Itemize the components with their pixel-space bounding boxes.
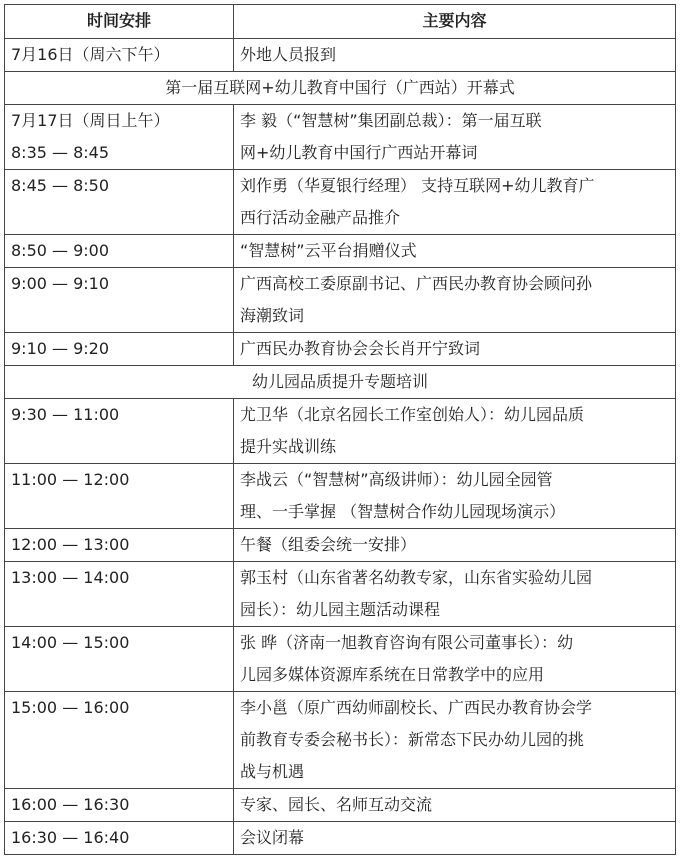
content-line: 西行活动金融产品推介 [240, 208, 401, 227]
table-row [5, 105, 676, 170]
content-line: 尤卫华（北京名园长工作室创始人）：幼儿园品质 [240, 405, 585, 424]
time-line: 16:00 — 16:30 [11, 795, 130, 814]
time-line: 12:00 — 13:00 [11, 535, 130, 554]
content-line: 张 晔（济南一旭教育咨询有限公司董事长）：幼 [240, 633, 574, 652]
time-line: 8:45 — 8:50 [11, 176, 110, 195]
content-cell [234, 627, 676, 692]
section-row [5, 72, 676, 105]
table-row [5, 562, 676, 627]
header-time: 时间安排 [5, 5, 234, 39]
time-cell [5, 235, 234, 268]
time-line: 9:00 — 9:10 [11, 274, 110, 293]
time-cell [5, 268, 234, 333]
header-content: 主要内容 [234, 5, 676, 39]
header-row [5, 5, 676, 39]
content-line: 广西民办教育协会会长肖开宁致词 [240, 339, 481, 358]
content-line: 外地人员报到 [240, 45, 337, 64]
content-line: 李小邕（原广西幼师副校长、广西民办教育协会学 [240, 698, 593, 717]
time-cell [5, 399, 234, 464]
table-row [5, 789, 676, 822]
time-line: 16:30 — 16:40 [11, 828, 130, 847]
table-row [5, 333, 676, 366]
content-cell [234, 464, 676, 529]
time-line: 14:00 — 15:00 [11, 633, 130, 652]
table-row [5, 627, 676, 692]
time-cell [5, 529, 234, 562]
content-line: 战与机遇 [240, 762, 305, 781]
content-line: 李战云（“智慧树”高级讲师）：幼儿园全园管 [240, 470, 553, 489]
time-line: 8:50 — 9:00 [11, 241, 110, 260]
time-cell [5, 822, 234, 855]
time-line: 13:00 — 14:00 [11, 568, 130, 587]
section-title: 幼儿园品质提升专题培训 [5, 366, 676, 399]
time-line: 9:10 — 9:20 [11, 339, 110, 358]
time-line: 7月17日（周日上午） [11, 111, 170, 130]
table-row [5, 268, 676, 333]
time-cell [5, 170, 234, 235]
content-cell [234, 529, 676, 562]
time-line: 8:35 — 8:45 [11, 143, 110, 162]
content-line: 刘作勇（华夏银行经理） 支持互联网+幼儿教育广 [240, 176, 595, 195]
content-cell [234, 105, 676, 170]
content-cell [234, 692, 676, 789]
time-cell [5, 39, 234, 72]
content-cell [234, 268, 676, 333]
time-cell [5, 789, 234, 822]
section-title: 第一届互联网+幼儿教育中国行（广西站）开幕式 [5, 72, 676, 105]
content-line: 园长）：幼儿园主题活动课程 [240, 600, 441, 619]
time-line: 9:30 — 11:00 [11, 405, 120, 424]
content-line: 海潮致词 [240, 306, 305, 325]
table-row [5, 399, 676, 464]
content-line: 郭玉村（山东省著名幼教专家，山东省实验幼儿园 [240, 568, 593, 587]
content-line: 网+幼儿教育中国行广西站开幕词 [240, 143, 478, 162]
table-row [5, 39, 676, 72]
content-cell [234, 333, 676, 366]
content-line: 提升实战训练 [240, 437, 337, 456]
time-line: 11:00 — 12:00 [11, 470, 130, 489]
time-cell [5, 333, 234, 366]
content-line: 午餐（组委会统一安排） [240, 535, 417, 554]
time-line: 15:00 — 16:00 [11, 698, 130, 717]
table-row [5, 529, 676, 562]
table-row [5, 692, 676, 789]
content-cell [234, 822, 676, 855]
time-cell [5, 627, 234, 692]
table-row [5, 235, 676, 268]
section-row [5, 366, 676, 399]
time-line: 7月16日（周六下午） [11, 45, 170, 64]
time-cell [5, 464, 234, 529]
time-cell [5, 562, 234, 627]
content-line: “智慧树”云平台捐赠仪式 [240, 241, 417, 260]
content-cell [234, 789, 676, 822]
table-row [5, 170, 676, 235]
time-cell [5, 105, 234, 170]
content-line: 前教育专委会秘书长）：新常态下民办幼儿园的挑 [240, 730, 585, 749]
schedule-table [4, 4, 676, 855]
time-cell [5, 692, 234, 789]
content-line: 会议闭幕 [240, 828, 305, 847]
content-line: 儿园多媒体资源库系统在日常教学中的应用 [240, 665, 545, 684]
content-line: 理、一手掌握 （智慧树合作幼儿园现场演示） [240, 502, 566, 521]
content-line: 李 毅（“智慧树”集团副总裁）：第一届互联 [240, 111, 542, 130]
content-cell [234, 39, 676, 72]
schedule-body [5, 39, 676, 855]
table-row [5, 822, 676, 855]
content-line: 专家、园长、名师互动交流 [240, 795, 433, 814]
content-cell [234, 170, 676, 235]
content-line: 广西高校工委原副书记、广西民办教育协会顾问孙 [240, 274, 593, 293]
table-row [5, 464, 676, 529]
content-cell [234, 235, 676, 268]
content-cell [234, 562, 676, 627]
content-cell [234, 399, 676, 464]
